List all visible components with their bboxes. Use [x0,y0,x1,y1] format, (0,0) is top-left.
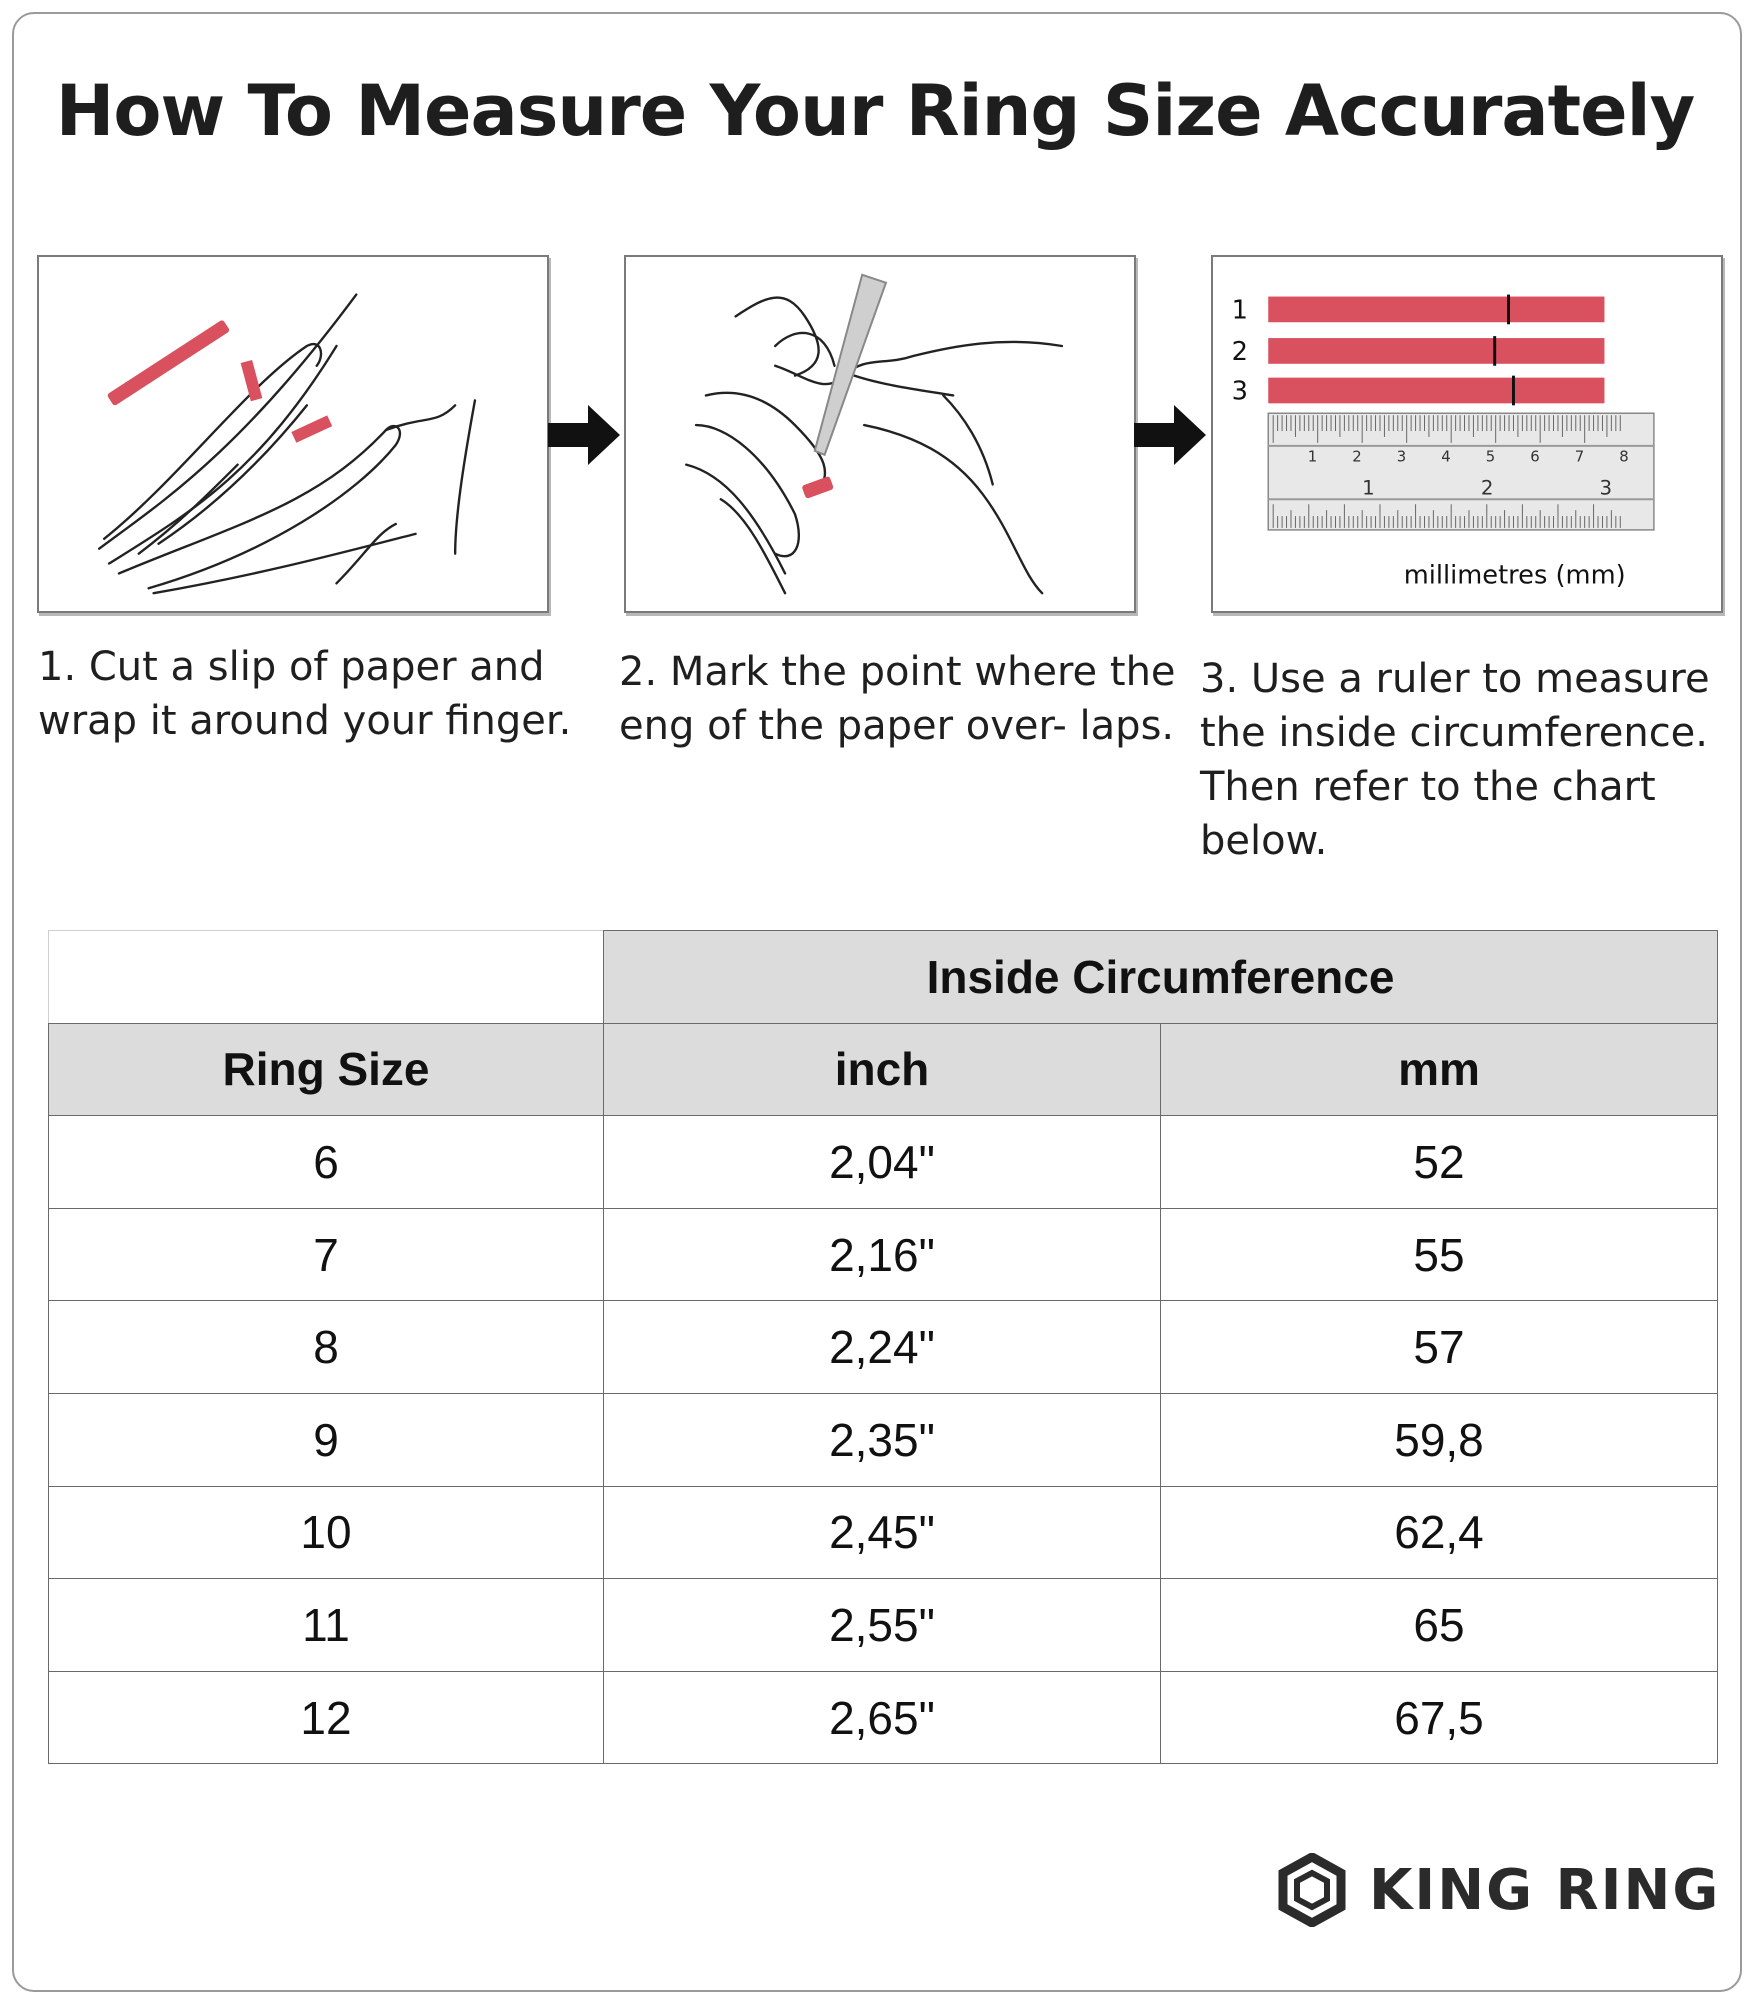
inch-cell: 2,45" [604,1486,1161,1579]
hand-mark-illustration [626,257,1134,611]
ruler-tick-label: 2 [1352,448,1362,466]
table-row [49,1301,1718,1394]
arrow-right-icon [548,405,620,465]
mm-cell: 55 [1161,1208,1718,1301]
inside-circumference-header: Inside Circumference [604,931,1718,1024]
ruler-tick-label: 3 [1599,476,1613,500]
table-row [49,1486,1718,1579]
ruler-tick-label: 4 [1441,448,1451,466]
table-row [49,1579,1718,1672]
mm-column-header: mm [1161,1023,1718,1116]
table-row [49,1393,1718,1486]
table-row [49,1671,1718,1764]
hand-wrap-illustration [39,257,547,611]
inch-cell: 2,16" [604,1208,1161,1301]
ruler-tick-label: 3 [1396,448,1407,466]
ruler-tick-label: 5 [1485,448,1496,466]
strip-label: 1 [1231,295,1249,326]
brand-logo [1275,1850,1720,1930]
paper-strip [1268,297,1604,323]
ring-size-cell: 8 [49,1301,604,1394]
king-ring-logo-icon [1275,1853,1349,1927]
mm-cell: 52 [1161,1116,1718,1209]
ruler-tick-label: 1 [1307,448,1318,466]
step-1-text: 1. Cut a slip of paper and wrap it around your finger. [38,644,572,744]
mm-cell: 65 [1161,1579,1718,1672]
step-2-illustration [624,255,1136,613]
ring-size-cell: 11 [49,1579,604,1672]
table-corner-cell [49,931,604,1024]
ring-size-column-header: Ring Size [49,1023,604,1116]
inch-cell: 2,35" [604,1393,1161,1486]
inch-cell: 2,24" [604,1301,1161,1394]
table-column-header-row [49,1023,1718,1116]
step-3-text: 3. Use a ruler to measure the inside circumference. Then refer to the chart below. [1200,656,1710,864]
step-3-illustration [1211,255,1723,613]
inch-cell: 2,65" [604,1671,1161,1764]
inch-cell: 2,04" [604,1116,1161,1209]
mm-cell: 57 [1161,1301,1718,1394]
ruler-unit-label: millimetres (mm) [1403,560,1626,591]
mm-cell: 59,8 [1161,1393,1718,1486]
table-row [49,1208,1718,1301]
step-2-text: 2. Mark the point where the eng of the paper over- laps. [619,649,1176,749]
mm-cell: 67,5 [1161,1671,1718,1764]
ring-size-cell: 10 [49,1486,604,1579]
mm-cell: 62,4 [1161,1486,1718,1579]
ruler-tick-label: 1 [1362,476,1375,500]
ruler-tick-label: 8 [1619,448,1629,466]
strip-label: 3 [1231,376,1249,407]
paper-strip [1268,378,1604,404]
ruler-tick-label: 2 [1480,476,1494,500]
inch-cell: 2,55" [604,1579,1161,1672]
strip-label: 2 [1231,336,1249,367]
arrow-right-icon [1134,405,1206,465]
paper-strip [1268,338,1604,364]
ring-size-cell: 6 [49,1116,604,1209]
page-title: How To Measure Your Ring Size Accurately [55,70,1695,152]
ruler-illustration [1213,257,1721,611]
table-group-header-row [49,931,1718,1024]
ring-size-cell: 12 [49,1671,604,1764]
ring-size-cell: 9 [49,1393,604,1486]
step-1-illustration [37,255,549,613]
table-row [49,1116,1718,1209]
ruler-tick-label: 7 [1574,448,1585,466]
ruler-tick-label: 6 [1530,448,1540,466]
brand-name: KING RING [1369,1857,1721,1923]
ring-size-cell: 7 [49,1208,604,1301]
ring-size-table [48,930,1718,1764]
inch-column-header: inch [604,1023,1161,1116]
